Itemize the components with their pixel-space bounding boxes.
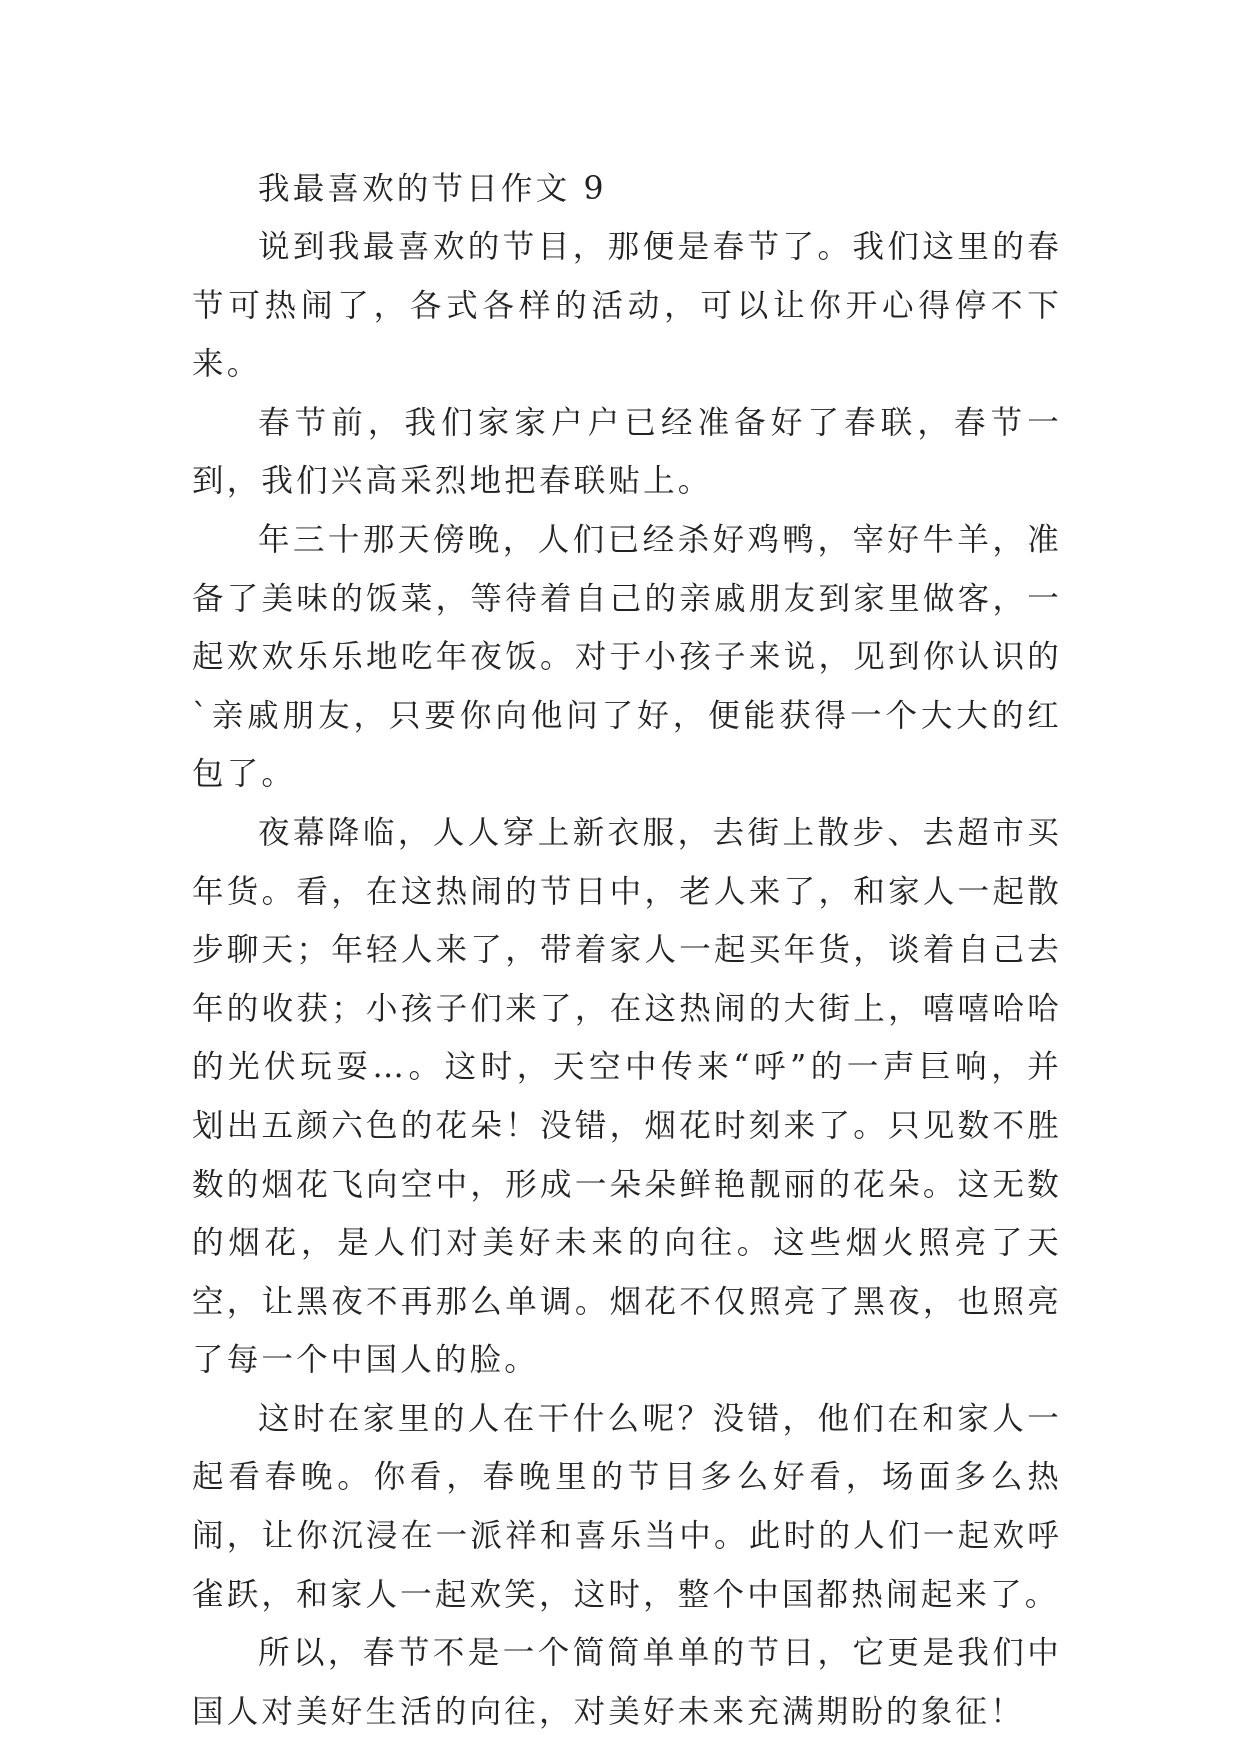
paragraph-5: 这时在家里的人在干什么呢？没错，他们在和家人一起看春晚。你看，春晚里的节目多么好看，场面多么热闹，让你沉浸在一派祥和喜乐当中。此时的人们一起欢呼雀跃，和家人一起欢笑，这时，整个中国都热闹起来了。 <box>192 1400 1062 1613</box>
paragraph-3: 年三十那天傍晚，人们已经杀好鸡鸭，宰好牛羊，准备了美味的饭菜，等待着自己的亲戚朋友到家里做客，一起欢欢乐乐地吃年夜饭。对于小孩子来说，见到你认识的`亲戚朋友，只要你向他问了好，便能获得一个大大的红包了。 <box>192 521 1062 793</box>
paragraph-6: 所以，春节不是一个简简单单的节日，它更是我们中国人对美好生活的向往，对美好未来充满期盼的象征！ <box>192 1635 1062 1730</box>
paragraph-4: 夜幕降临，人人穿上新衣服，去街上散步、去超市买年货。看，在这热闹的节日中，老人来了，和家人一起散步聊天；年轻人来了，带着家人一起买年货，谈着自己去年的收获；小孩子们来了，在这热闹的大街上，嘻嘻哈哈的光伏玩耍…。这时，天空中传来“呼”的一声巨响，并划出五颜六色的花朵！没错，烟花时刻来了。只见数不胜数的烟花飞向空中，形成一朵朵鲜艳靓丽的花朵。这无数的烟花，是人们对美好未来的向往。这些烟火照亮了天空，让黑夜不再那么单调。烟花不仅照亮了黑夜，也照亮了每一个中国人的脸。 <box>192 814 1062 1379</box>
paragraph-1: 说到我最喜欢的节目，那便是春节了。我们这里的春节可热闹了，各式各样的活动，可以让你开心得停不下来。 <box>192 229 1062 383</box>
document-body <box>192 160 1062 1741</box>
paragraph-2: 春节前，我们家家户户已经准备好了春联，春节一到，我们兴高采烈地把春联贴上。 <box>192 404 1062 500</box>
document-title: 我最喜欢的节日作文 9 <box>258 171 607 207</box>
